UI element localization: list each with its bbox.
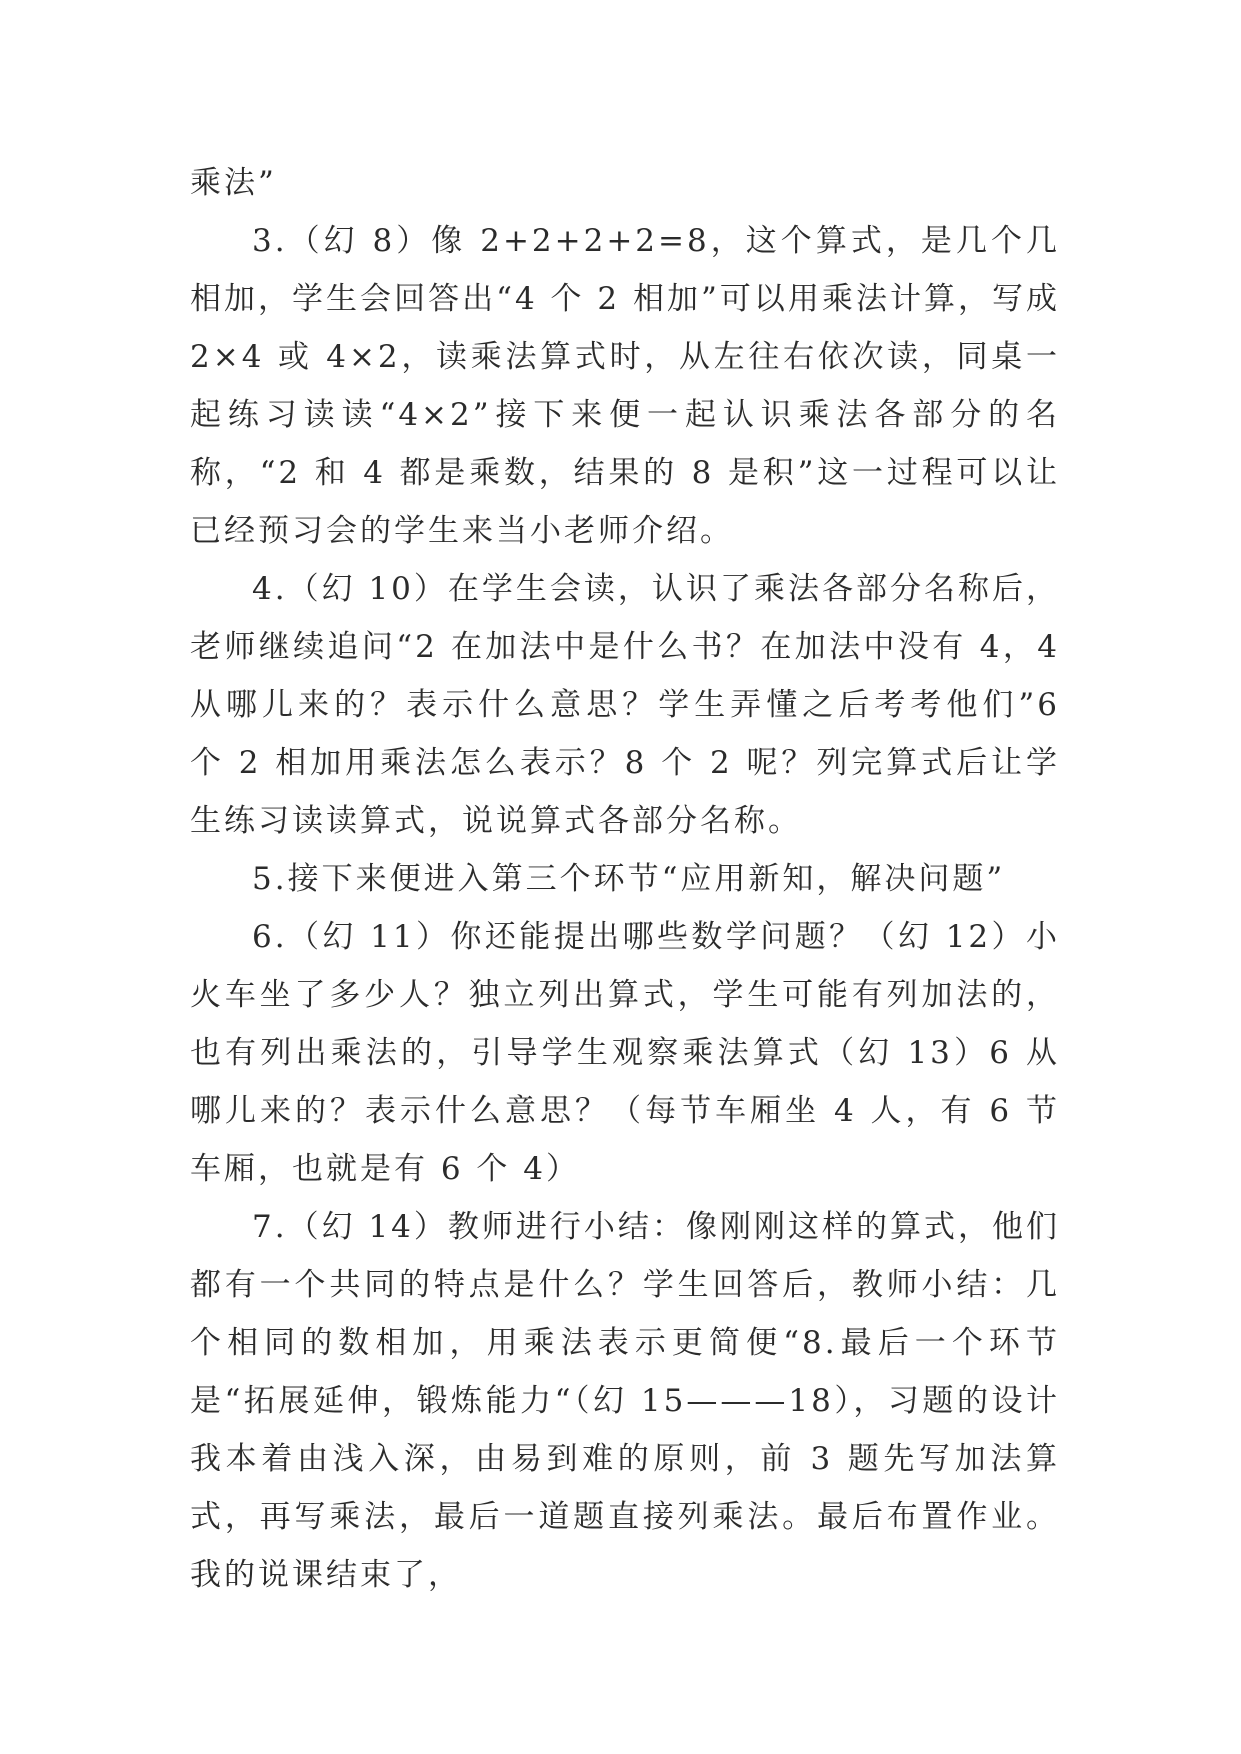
body-text xyxy=(190,154,1060,1604)
paragraph-step-4: 4.（幻 10）在学生会读，认识了乘法各部分名称后，老师继续追问“2 在加法中是什么书？在加法中没有 4，4 从哪儿来的？表示什么意思？学生弄懂之后考考他们”6 个 2 相加用乘法怎么表示？8 个 2 呢？列完算式后让学生练习读读算式，说说算式各部分名称。 xyxy=(190,571,1060,839)
paragraph-continuation: 乘法” xyxy=(190,165,277,201)
paragraph-step-3: 3.（幻 8）像 2+2+2+2=8，这个算式，是几个几相加，学生会回答出“4 个 2 相加”可以用乘法计算，写成 2×4 或 4×2，读乘法算式时，从左往右依次读，同桌一起练习读读“4×2”接下来便一起认识乘法各部分的名称，“2 和 4 都是乘数，结果的 8 是积”这一过程可以让已经预习会的学生来当小老师介绍。 xyxy=(190,223,1060,549)
paragraph-step-7: 7.（幻 14）教师进行小结：像刚刚这样的算式，他们都有一个共同的特点是什么？学生回答后，教师小结：几个相同的数相加，用乘法表示更简便“8.最后一个环节是“拓展延伸，锻炼能力“（幻 15———18），习题的设计我本着由浅入深，由易到难的原则，前 3 题先写加法算式，再写乘法，最后一道题直接列乘法。最后布置作业。我的说课结束了， xyxy=(190,1209,1060,1593)
paragraph-step-6: 6.（幻 11）你还能提出哪些数学问题？（幻 12）小火车坐了多少人？独立列出算式，学生可能有列加法的，也有列出乘法的，引导学生观察乘法算式（幻 13）6 从哪儿来的？表示什么意思？（每节车厢坐 4 人，有 6 节车厢，也就是有 6 个 4） xyxy=(190,919,1060,1187)
paragraph-step-5: 5.接下来便进入第三个环节“应用新知，解决问题” xyxy=(252,861,1006,897)
